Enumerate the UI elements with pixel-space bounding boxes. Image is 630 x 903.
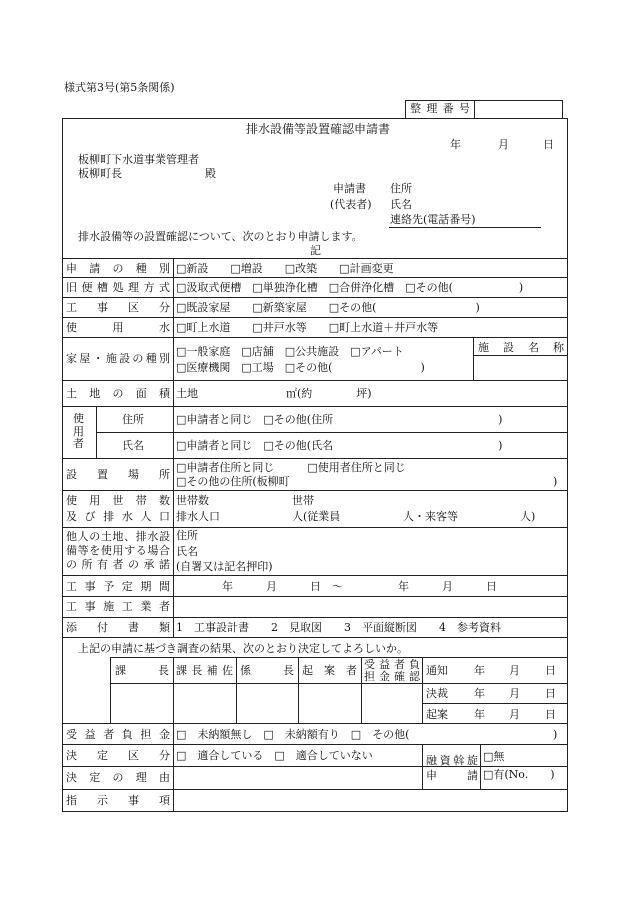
label-char: 家	[66, 352, 77, 365]
row-line	[62, 380, 568, 381]
label-char: 使	[100, 544, 112, 557]
label-char: 工	[66, 301, 77, 314]
value-setai-b: 世帯	[292, 494, 314, 507]
seiri-box-right	[562, 100, 563, 118]
label-char: 事	[84, 600, 96, 613]
row-line	[62, 458, 568, 459]
approval-col	[422, 657, 423, 723]
label-char: 用	[89, 494, 101, 507]
approval-right-line	[422, 703, 568, 704]
label-char: 排	[135, 530, 147, 543]
value-jinko-d: 人)	[520, 510, 536, 523]
approval-kessai: 決裁	[426, 687, 448, 700]
row-line	[96, 432, 568, 433]
label-shiji	[66, 795, 170, 806]
label-gyosha	[66, 601, 170, 612]
addressee-2: 板柳町長	[78, 167, 122, 180]
row-line	[62, 596, 568, 597]
label-char: 屋	[79, 352, 91, 365]
label-char: 設	[66, 468, 77, 481]
frame-right	[567, 118, 568, 812]
result-intro: 上記の申請に基づき調査の結果、次のとおり決定してよろしいか。	[78, 642, 408, 655]
label-char: 間	[158, 580, 170, 593]
frame-top	[62, 118, 568, 119]
label-char: 数	[159, 494, 170, 507]
addressee-1: 板柳町下水道事業管理者	[78, 153, 199, 166]
approval-tsuchi: 通知	[426, 664, 448, 677]
approval-kian: 起案	[426, 708, 448, 721]
label-char: 者	[103, 728, 115, 741]
value-yotei[interactable]: 年 月 日 ～ 年 月 日	[222, 580, 497, 593]
label-char: 付	[97, 621, 108, 634]
label-char: 施	[103, 600, 115, 613]
row-line	[62, 744, 568, 745]
approval-hosa	[176, 665, 233, 676]
label-char: の	[112, 771, 124, 784]
label-tanin-2	[66, 545, 170, 556]
label-kyubenso	[66, 282, 170, 293]
applicant-rep: (代表者)	[330, 198, 372, 211]
label-char: 指	[66, 794, 77, 807]
value-futan[interactable]: □ 未納額無し □ 未納額有り □ その他(	[176, 728, 410, 741]
label-char: 佐	[221, 664, 233, 677]
label-char: 水	[159, 321, 170, 334]
label-char: 口	[158, 510, 170, 523]
approval-hi: 日	[545, 708, 556, 721]
label-char: 示	[97, 794, 108, 807]
label-divider-lower	[173, 723, 174, 811]
label-char: 補	[206, 664, 218, 677]
row-line	[62, 406, 568, 407]
label-char: 別	[158, 352, 170, 365]
label-char: 係	[240, 664, 251, 677]
label-char: 土	[66, 387, 77, 400]
label-char: 類	[159, 621, 170, 634]
label-char: 積	[159, 387, 170, 400]
label-char: 施	[105, 352, 117, 365]
value-koji[interactable]: □既設家屋 □新築家屋 □その他( )	[176, 301, 480, 314]
page-title: 排水設備等設置確認申請書	[246, 122, 391, 136]
value-kaoku-2[interactable]: □医療機関 □工場 □その他( )	[176, 361, 425, 374]
value-tanin-addr: 住所	[176, 529, 198, 542]
label-char: 起	[302, 664, 313, 677]
label-char: 書	[128, 621, 139, 634]
label-char: 工	[121, 600, 133, 613]
label-char: 場	[128, 468, 139, 481]
label-char: 添	[66, 621, 77, 634]
label-char: 定	[97, 749, 108, 762]
label-tanin-3	[66, 559, 170, 570]
label-char: 及	[66, 510, 77, 523]
label-yushi-2	[426, 770, 478, 781]
label-char: 決	[66, 771, 77, 784]
label-char: 地	[112, 530, 124, 543]
label-char: ・	[92, 352, 104, 365]
label-char: 理	[135, 771, 147, 784]
approval-kiansha	[302, 665, 357, 676]
label-char: 担	[364, 670, 375, 683]
frame-left	[62, 118, 63, 812]
value-jinko-c: 人・来客等	[403, 510, 458, 523]
label-char: 種	[135, 262, 147, 275]
label-char: 者	[158, 600, 170, 613]
approval-nen: 年	[474, 664, 485, 677]
row-line	[62, 337, 568, 338]
value-jinko-a: 排水人口	[176, 510, 220, 523]
date-day: 日	[543, 138, 554, 151]
label-divider	[173, 258, 174, 637]
row-line	[62, 490, 568, 491]
label-char: 用	[112, 321, 124, 334]
approval-tsuki: 月	[509, 708, 520, 721]
approval-tsuki: 月	[509, 664, 520, 677]
contact-underline	[389, 227, 541, 228]
label-char: 有	[97, 558, 108, 571]
approval-nen: 年	[474, 708, 485, 721]
label-char: 整	[410, 102, 421, 115]
label-char: 項	[159, 794, 170, 807]
label-char: の	[89, 530, 101, 543]
value-shiyosha-name[interactable]: □申請者と同じ □その他(氏名 )	[176, 439, 503, 452]
label-char: 融	[426, 754, 437, 767]
value-basho-1[interactable]: □申請者住所と同じ □使用者住所と同じ	[176, 461, 406, 474]
ki-mark: 記	[310, 244, 321, 257]
label-char: 負	[409, 658, 420, 671]
intro-text: 排水設備等の設置確認について、次のとおり申請します。	[78, 230, 363, 243]
label-char: 金	[379, 670, 390, 683]
approval-col	[298, 657, 299, 723]
label-char: 土	[100, 530, 112, 543]
yushi-divider-2	[480, 744, 481, 789]
label-char: 認	[409, 670, 420, 683]
approval-col	[361, 657, 362, 723]
label-char: 使	[66, 321, 77, 334]
label-char: 槽	[97, 281, 108, 294]
label-char: 設	[503, 341, 514, 354]
applicant-label: 申請書	[333, 182, 366, 195]
label-setai-1	[66, 495, 170, 506]
seiri-bango-label	[410, 103, 470, 114]
label-char: 工	[66, 600, 77, 613]
value-setai-a: 世帯数	[176, 494, 209, 507]
label-char: を	[89, 544, 101, 557]
label-setai-2	[66, 511, 170, 522]
label-char: 事	[97, 301, 108, 314]
yushi-bottom	[422, 789, 568, 790]
yushi-divider	[422, 744, 423, 789]
label-char: す	[124, 544, 136, 557]
label-char: 資	[439, 754, 451, 767]
value-tanin-sign: (自署又は記名押印)	[176, 560, 273, 573]
label-char: 申	[66, 262, 77, 275]
label-char: 業	[140, 600, 152, 613]
label-char: 由	[159, 771, 170, 784]
label-char: 期	[140, 580, 152, 593]
label-riyu	[66, 772, 170, 783]
frame-bottom	[62, 811, 568, 812]
row-line	[62, 527, 568, 528]
row-line	[62, 258, 568, 259]
label-char: 番	[442, 102, 454, 115]
label-char: 所	[159, 468, 170, 481]
value-tochi[interactable]: 土地 ㎡(約 坪)	[176, 387, 372, 400]
label-char: 使	[66, 494, 77, 507]
label-yushi-1	[426, 755, 478, 766]
label-char: 理	[128, 281, 139, 294]
value-basho-2[interactable]: □その他の住所(板柳町	[176, 475, 290, 488]
shisetsu-line	[473, 355, 568, 356]
label-char: 合	[159, 544, 170, 557]
label-char: の	[128, 558, 139, 571]
label-char: 益	[84, 728, 96, 741]
approval-kacho	[115, 665, 169, 676]
label-char: 水	[121, 510, 133, 523]
seiri-box-divider	[474, 100, 475, 118]
label-char: 用	[112, 544, 124, 557]
label-shiyosui	[66, 322, 170, 333]
label-char: 益	[379, 658, 390, 671]
seiri-box-left	[405, 100, 406, 118]
label-char: 課	[115, 664, 126, 677]
label-char: 請	[467, 769, 478, 782]
shiyosha-divider	[96, 406, 97, 458]
row-line	[62, 637, 568, 638]
seiri-bango-field[interactable]	[478, 101, 560, 117]
label-char: 長	[158, 664, 169, 677]
label-char: 場	[147, 544, 159, 557]
label-char: の	[66, 558, 77, 571]
label-char: 課	[176, 664, 187, 677]
label-char: 受	[364, 658, 375, 671]
label-char: 備	[66, 544, 77, 557]
label-char: 確	[394, 670, 405, 683]
approval-kakaricho	[240, 665, 294, 676]
addressee-tono: 殿	[205, 167, 216, 180]
label-char: 、	[124, 530, 136, 543]
label-char: 方	[143, 281, 155, 294]
label-char: 所	[81, 558, 93, 571]
label-char: 他	[66, 530, 77, 543]
label-char: 便	[81, 281, 93, 294]
label-char: 種	[145, 352, 157, 365]
label-char: び	[84, 510, 96, 523]
label-char: 事	[128, 794, 139, 807]
label-char: 水	[147, 530, 159, 543]
label-char: 式	[159, 281, 170, 294]
date-year: 年	[450, 138, 461, 151]
label-char: 世	[112, 494, 124, 507]
approval-hi: 日	[545, 687, 556, 700]
label-char: 者	[394, 658, 405, 671]
approval-col	[173, 657, 174, 723]
row-line	[62, 766, 568, 767]
label-char: 分	[159, 301, 170, 314]
label-char: の	[112, 262, 124, 275]
label-char: 設	[159, 530, 170, 543]
label-char: 帯	[135, 494, 147, 507]
label-shisetsu-meisho	[478, 342, 564, 353]
value-kettei[interactable]: □ 適合している □ 適合していない	[176, 749, 373, 762]
value-shiyosui[interactable]: □町上水道 □井戸水等 □町上水道＋井戸水等	[176, 321, 439, 334]
approval-top	[110, 657, 568, 658]
label-kaoku	[66, 353, 170, 364]
label-char: 金	[158, 728, 170, 741]
label-char: 工	[66, 580, 77, 593]
label-char: 者	[112, 558, 124, 571]
label-tenpu	[66, 622, 170, 633]
shisetsu-divider	[473, 337, 474, 380]
label-tochi	[66, 388, 170, 399]
date-month: 月	[498, 138, 509, 151]
label-futan	[66, 729, 170, 740]
approval-nen: 年	[474, 687, 485, 700]
value-basho-close: )	[553, 475, 558, 488]
label-char: 承	[143, 558, 155, 571]
value-shubetsu[interactable]: □新設 □増設 □改築 □計画変更	[176, 262, 394, 275]
label-char: 定	[121, 580, 133, 593]
applicant-address-label: 住所	[390, 182, 412, 195]
label-char: 置	[97, 468, 108, 481]
approval-header-line	[110, 683, 422, 684]
value-kaoku-1[interactable]: □一般家庭 □店舗 □公共施設 □アパート	[176, 345, 404, 358]
row-line	[62, 617, 568, 618]
label-char: 理	[426, 102, 438, 115]
label-char: 号	[458, 102, 470, 115]
approval-col	[236, 657, 237, 723]
label-shiyosha: 使用者	[73, 412, 84, 451]
label-char: 旋	[466, 754, 478, 767]
row-line	[62, 297, 568, 298]
row-line	[62, 277, 568, 278]
label-char: 施	[478, 341, 489, 354]
label-char: 申	[426, 769, 437, 782]
value-jinko-b: 人(従業員	[292, 510, 341, 523]
form-number: 様式第3号(第5条関係)	[64, 81, 175, 94]
label-char: 長	[283, 664, 294, 677]
approval-hi: 日	[545, 664, 556, 677]
value-tenpu[interactable]: 1 工事設計書 2 見取図 3 平面縦断図 4 参考資料	[176, 621, 501, 634]
label-char: 定	[89, 771, 101, 784]
label-shiyosha-name: 氏名	[122, 439, 144, 452]
label-char: 設	[119, 352, 131, 365]
label-char: の	[132, 352, 144, 365]
approval-col	[110, 657, 111, 723]
label-tanin-1	[66, 531, 170, 542]
label-char: 決	[66, 749, 77, 762]
label-char: 区	[128, 749, 139, 762]
label-char: 人	[140, 510, 152, 523]
label-char: 分	[159, 749, 170, 762]
label-shubetsu	[66, 263, 170, 274]
yushi-nashi[interactable]: □無	[483, 750, 505, 763]
row-line	[62, 317, 568, 318]
label-shiyosha-addr: 住所	[122, 413, 144, 426]
value-futan-close: )	[553, 728, 558, 741]
value-shiyosha-addr[interactable]: □申請者と同じ □その他(住所 )	[176, 413, 503, 426]
approval-tsuki: 月	[509, 687, 520, 700]
label-char: 長	[191, 664, 203, 677]
label-char: る	[135, 544, 147, 557]
label-char: 諾	[159, 558, 170, 571]
label-char: 処	[112, 281, 124, 294]
label-char: 負	[121, 728, 133, 741]
label-char: 請	[89, 262, 101, 275]
label-char: の	[112, 387, 124, 400]
label-char: 案	[324, 664, 335, 677]
label-char: 予	[103, 580, 115, 593]
row-line	[62, 575, 568, 576]
row-line	[62, 723, 568, 724]
yushi-ari[interactable]: □有(No. )	[483, 768, 555, 781]
label-char: 区	[128, 301, 139, 314]
label-koji	[66, 302, 170, 313]
label-kettei	[66, 750, 170, 761]
label-char: 地	[89, 387, 101, 400]
label-char: 旧	[66, 281, 77, 294]
label-yotei	[66, 581, 170, 592]
label-char: 受	[66, 728, 77, 741]
label-char: 者	[346, 664, 357, 677]
approval-juueki-1	[364, 659, 420, 670]
applicant-name-label: 氏名	[390, 198, 412, 211]
applicant-contact: 連絡先(電話番号)	[390, 213, 476, 226]
approval-juueki-2	[364, 671, 420, 682]
label-char: 斡	[453, 754, 465, 767]
row-line	[62, 789, 422, 790]
label-char: 名	[528, 341, 539, 354]
label-char: 面	[135, 387, 147, 400]
label-char: 称	[553, 341, 564, 354]
value-tanin-name: 氏名	[176, 545, 198, 558]
approval-right-line	[422, 683, 568, 684]
label-char: 事	[84, 580, 96, 593]
label-char: 担	[140, 728, 152, 741]
label-char: 別	[159, 262, 170, 275]
label-char: 人	[77, 530, 89, 543]
value-kyubenso[interactable]: □汲取式便槽 □単独浄化槽 □合併浄化槽 □その他( )	[176, 281, 524, 294]
label-basho	[66, 469, 170, 480]
label-char: 排	[103, 510, 115, 523]
label-char: 等	[77, 544, 89, 557]
